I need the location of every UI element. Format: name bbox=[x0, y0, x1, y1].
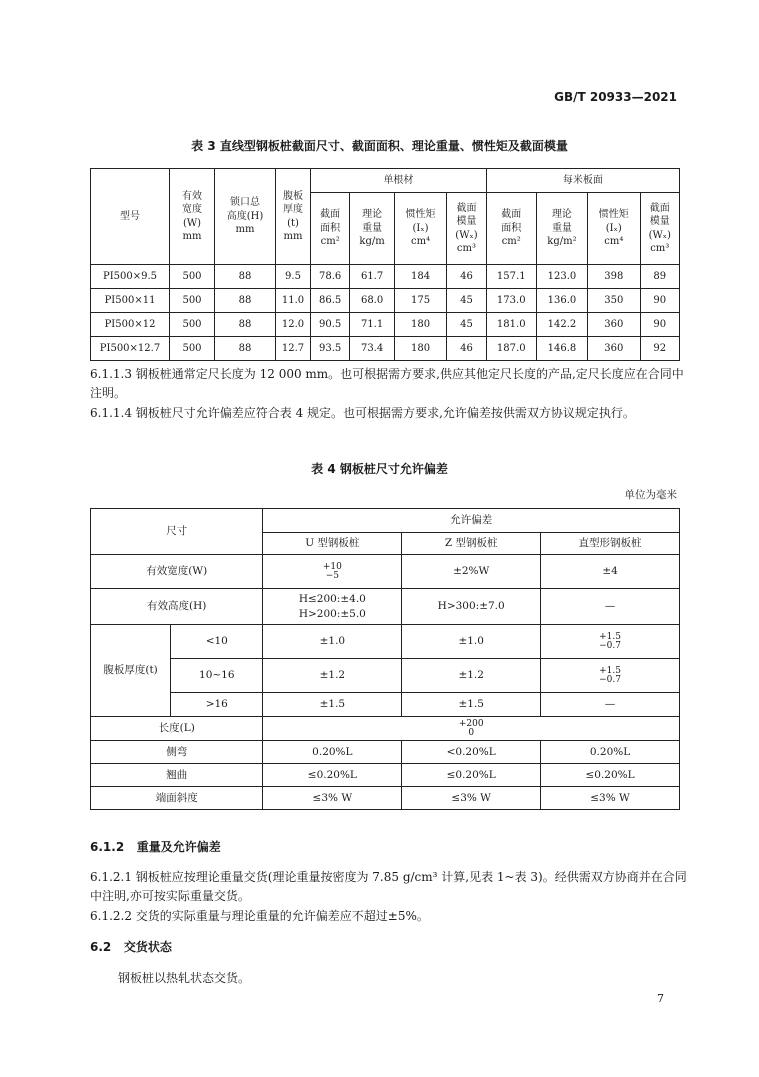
t3-cell: 350 bbox=[588, 289, 640, 313]
t4-col-tol: 允许偏差 bbox=[263, 509, 680, 533]
t4-row-thick3 bbox=[91, 693, 680, 717]
t3-cell: 88 bbox=[215, 337, 276, 361]
t3-cell: 46 bbox=[447, 337, 486, 361]
t4-bend-s: 0.20%L bbox=[541, 741, 680, 764]
t3-sub-inertia: 惯性矩 (Iₓ) cm⁴ bbox=[394, 193, 446, 265]
t4-bend-z: <0.20%L bbox=[402, 741, 541, 764]
t4-thick-r1: <10 bbox=[171, 625, 263, 659]
t3-cell: 500 bbox=[170, 265, 215, 289]
t4-col-straight: 直型形钢板桩 bbox=[541, 533, 680, 555]
t4-thick-r2-u: ±1.2 bbox=[263, 659, 402, 693]
t4-width-z: ±2%W bbox=[402, 555, 541, 589]
t4-row-length bbox=[91, 717, 680, 741]
t4-slope-s: ≤3% W bbox=[541, 787, 680, 810]
t3-cell: 88 bbox=[215, 313, 276, 337]
t3-col-thick: 腹板 厚度 (t) mm bbox=[276, 169, 311, 265]
t4-height-z: H>300:±7.0 bbox=[402, 589, 541, 625]
t3-sub-modulus-pm: 截面 模量 (Wₓ) cm³ bbox=[640, 193, 680, 265]
t4-thick-r3-s: — bbox=[541, 693, 680, 717]
table4 bbox=[90, 508, 680, 810]
t3-row bbox=[91, 313, 680, 337]
t4-length-label: 长度(L) bbox=[91, 717, 263, 741]
t3-cell: 71.1 bbox=[350, 313, 394, 337]
t3-cell: 11.0 bbox=[276, 289, 311, 313]
t3-cell: 86.5 bbox=[311, 289, 350, 313]
t3-cell: 90.5 bbox=[311, 313, 350, 337]
t4-width-u: +10 −5 bbox=[263, 555, 402, 589]
t3-cell-model: PI500×12 bbox=[91, 313, 170, 337]
t4-col-size: 尺寸 bbox=[91, 509, 263, 555]
t4-slope-label: 端面斜度 bbox=[91, 787, 263, 810]
t4-thick-r2-s: +1.5 −0.7 bbox=[541, 659, 680, 693]
t3-cell: 92 bbox=[640, 337, 680, 361]
t3-cell-model: PI500×12.7 bbox=[91, 337, 170, 361]
t4-row-slope bbox=[91, 787, 680, 810]
t3-cell: 46 bbox=[447, 265, 486, 289]
table3-caption: 表 3 直线型钢板桩截面尺寸、截面面积、理论重量、惯性矩及截面模量 bbox=[191, 139, 568, 153]
t4-width-s: ±4 bbox=[541, 555, 680, 589]
t4-row-height bbox=[91, 589, 680, 625]
t4-col-z: Z 型钢板桩 bbox=[402, 533, 541, 555]
para-6114: 6.1.1.4 钢板桩尺寸允许偏差应符合表 4 规定。也可根据需方要求,允许偏差按供需双方协议规定执行。 bbox=[90, 406, 635, 420]
t3-cell: 88 bbox=[215, 265, 276, 289]
t3-group-single: 单根材 bbox=[311, 169, 487, 193]
t3-cell-model: PI500×9.5 bbox=[91, 265, 170, 289]
t3-cell: 173.0 bbox=[486, 289, 536, 313]
t3-cell: 73.4 bbox=[350, 337, 394, 361]
t3-cell: 45 bbox=[447, 313, 486, 337]
t3-row bbox=[91, 337, 680, 361]
para-6122: 6.1.2.2 交货的实际重量与理论重量的允许偏差应不超过±5%。 bbox=[90, 909, 429, 923]
t3-cell: 360 bbox=[588, 313, 640, 337]
t4-row-warp bbox=[91, 764, 680, 787]
t4-thick-r1-u: ±1.0 bbox=[263, 625, 402, 659]
t3-cell: 78.6 bbox=[311, 265, 350, 289]
t3-cell: 136.0 bbox=[536, 289, 587, 313]
para-6121: 6.1.2.1 钢板桩应按理论重量交货(理论重量按密度为 7.85 g/cm³ 计算,见表 1~表 3)。经供需双方协商并在合同中注明,亦可按实际重量交货。 bbox=[90, 870, 687, 903]
t4-slope-u: ≤3% W bbox=[263, 787, 402, 810]
t4-height-label: 有效高度(H) bbox=[91, 589, 263, 625]
t3-cell: 89 bbox=[640, 265, 680, 289]
t3-cell: 142.2 bbox=[536, 313, 587, 337]
t3-cell-model: PI500×11 bbox=[91, 289, 170, 313]
t3-sub-weight: 理论 重量 kg/m bbox=[350, 193, 394, 265]
para-delivery: 钢板桩以热轧状态交货。 bbox=[118, 971, 251, 985]
t3-sub-area-pm: 截面 面积 cm² bbox=[486, 193, 536, 265]
t4-thick-r2: 10~16 bbox=[171, 659, 263, 693]
t4-warp-u: ≤0.20%L bbox=[263, 764, 402, 787]
t3-row bbox=[91, 265, 680, 289]
t3-cell: 9.5 bbox=[276, 265, 311, 289]
t3-sub-modulus: 截面 模量 (Wₓ) cm³ bbox=[447, 193, 486, 265]
t4-thick-r3: >16 bbox=[171, 693, 263, 717]
t4-length-value: +200 0 bbox=[263, 717, 680, 741]
table4-unit: 单位为毫米 bbox=[624, 489, 677, 501]
t3-cell: 398 bbox=[588, 265, 640, 289]
t3-group-per-meter: 每米板面 bbox=[486, 169, 679, 193]
standard-number: GB/T 20933—2021 bbox=[554, 90, 677, 104]
t3-cell: 180 bbox=[394, 313, 446, 337]
t3-row bbox=[91, 289, 680, 313]
t3-col-model: 型号 bbox=[91, 169, 170, 265]
section-62-heading: 6.2 交货状态 bbox=[90, 940, 172, 954]
t3-cell: 61.7 bbox=[350, 265, 394, 289]
t3-cell: 184 bbox=[394, 265, 446, 289]
t3-cell: 45 bbox=[447, 289, 486, 313]
t4-bend-label: 侧弯 bbox=[91, 741, 263, 764]
t3-cell: 93.5 bbox=[311, 337, 350, 361]
t3-cell: 90 bbox=[640, 289, 680, 313]
t4-warp-z: ≤0.20%L bbox=[402, 764, 541, 787]
t3-cell: 181.0 bbox=[486, 313, 536, 337]
t3-sub-inertia-pm: 惯性矩 (Iₓ) cm⁴ bbox=[588, 193, 640, 265]
para-6113: 6.1.1.3 钢板桩通常定尺长度为 12 000 mm。也可根据需方要求,供应其他定尺长度的产品,定尺长度应在合同中注明。 bbox=[90, 367, 684, 400]
t3-sub-weight-pm: 理论 重量 kg/m² bbox=[536, 193, 587, 265]
t4-warp-s: ≤0.20%L bbox=[541, 764, 680, 787]
t4-row-bend bbox=[91, 741, 680, 764]
t3-cell: 500 bbox=[170, 337, 215, 361]
t3-cell: 175 bbox=[394, 289, 446, 313]
t3-cell: 12.0 bbox=[276, 313, 311, 337]
t3-cell: 500 bbox=[170, 313, 215, 337]
t4-thick-r2-z: ±1.2 bbox=[402, 659, 541, 693]
t3-cell: 123.0 bbox=[536, 265, 587, 289]
t3-sub-area: 截面 面积 cm² bbox=[311, 193, 350, 265]
t4-height-u: H≤200:±4.0 H>200:±5.0 bbox=[263, 589, 402, 625]
t3-cell: 88 bbox=[215, 289, 276, 313]
t3-cell: 90 bbox=[640, 313, 680, 337]
t4-thick-r3-u: ±1.5 bbox=[263, 693, 402, 717]
t3-cell: 180 bbox=[394, 337, 446, 361]
t3-cell: 187.0 bbox=[486, 337, 536, 361]
t4-thick-r1-s: +1.5 −0.7 bbox=[541, 625, 680, 659]
t4-col-u: U 型钢板桩 bbox=[263, 533, 402, 555]
t4-row-width bbox=[91, 555, 680, 589]
t3-col-height: 锁口总 高度(H) mm bbox=[215, 169, 276, 265]
page-number: 7 bbox=[657, 992, 664, 1005]
section-612-heading: 6.1.2 重量及允许偏差 bbox=[90, 840, 221, 854]
t3-cell: 12.7 bbox=[276, 337, 311, 361]
t4-row-thick2 bbox=[91, 659, 680, 693]
t3-cell: 146.8 bbox=[536, 337, 587, 361]
t4-thick-r1-z: ±1.0 bbox=[402, 625, 541, 659]
t4-warp-label: 翘曲 bbox=[91, 764, 263, 787]
t4-bend-u: 0.20%L bbox=[263, 741, 402, 764]
t3-cell: 360 bbox=[588, 337, 640, 361]
t3-cell: 68.0 bbox=[350, 289, 394, 313]
table4-caption: 表 4 钢板桩尺寸允许偏差 bbox=[311, 462, 448, 476]
t3-cell: 157.1 bbox=[486, 265, 536, 289]
t3-col-width: 有效 宽度 (W) mm bbox=[170, 169, 215, 265]
t4-slope-z: ≤3% W bbox=[402, 787, 541, 810]
t4-height-s: — bbox=[541, 589, 680, 625]
t3-cell: 500 bbox=[170, 289, 215, 313]
table3 bbox=[90, 168, 680, 361]
t4-thick-r3-z: ±1.5 bbox=[402, 693, 541, 717]
t4-width-label: 有效宽度(W) bbox=[91, 555, 263, 589]
t4-row-thick1 bbox=[91, 625, 680, 659]
t4-thick-label: 腹板厚度(t) bbox=[91, 625, 171, 717]
